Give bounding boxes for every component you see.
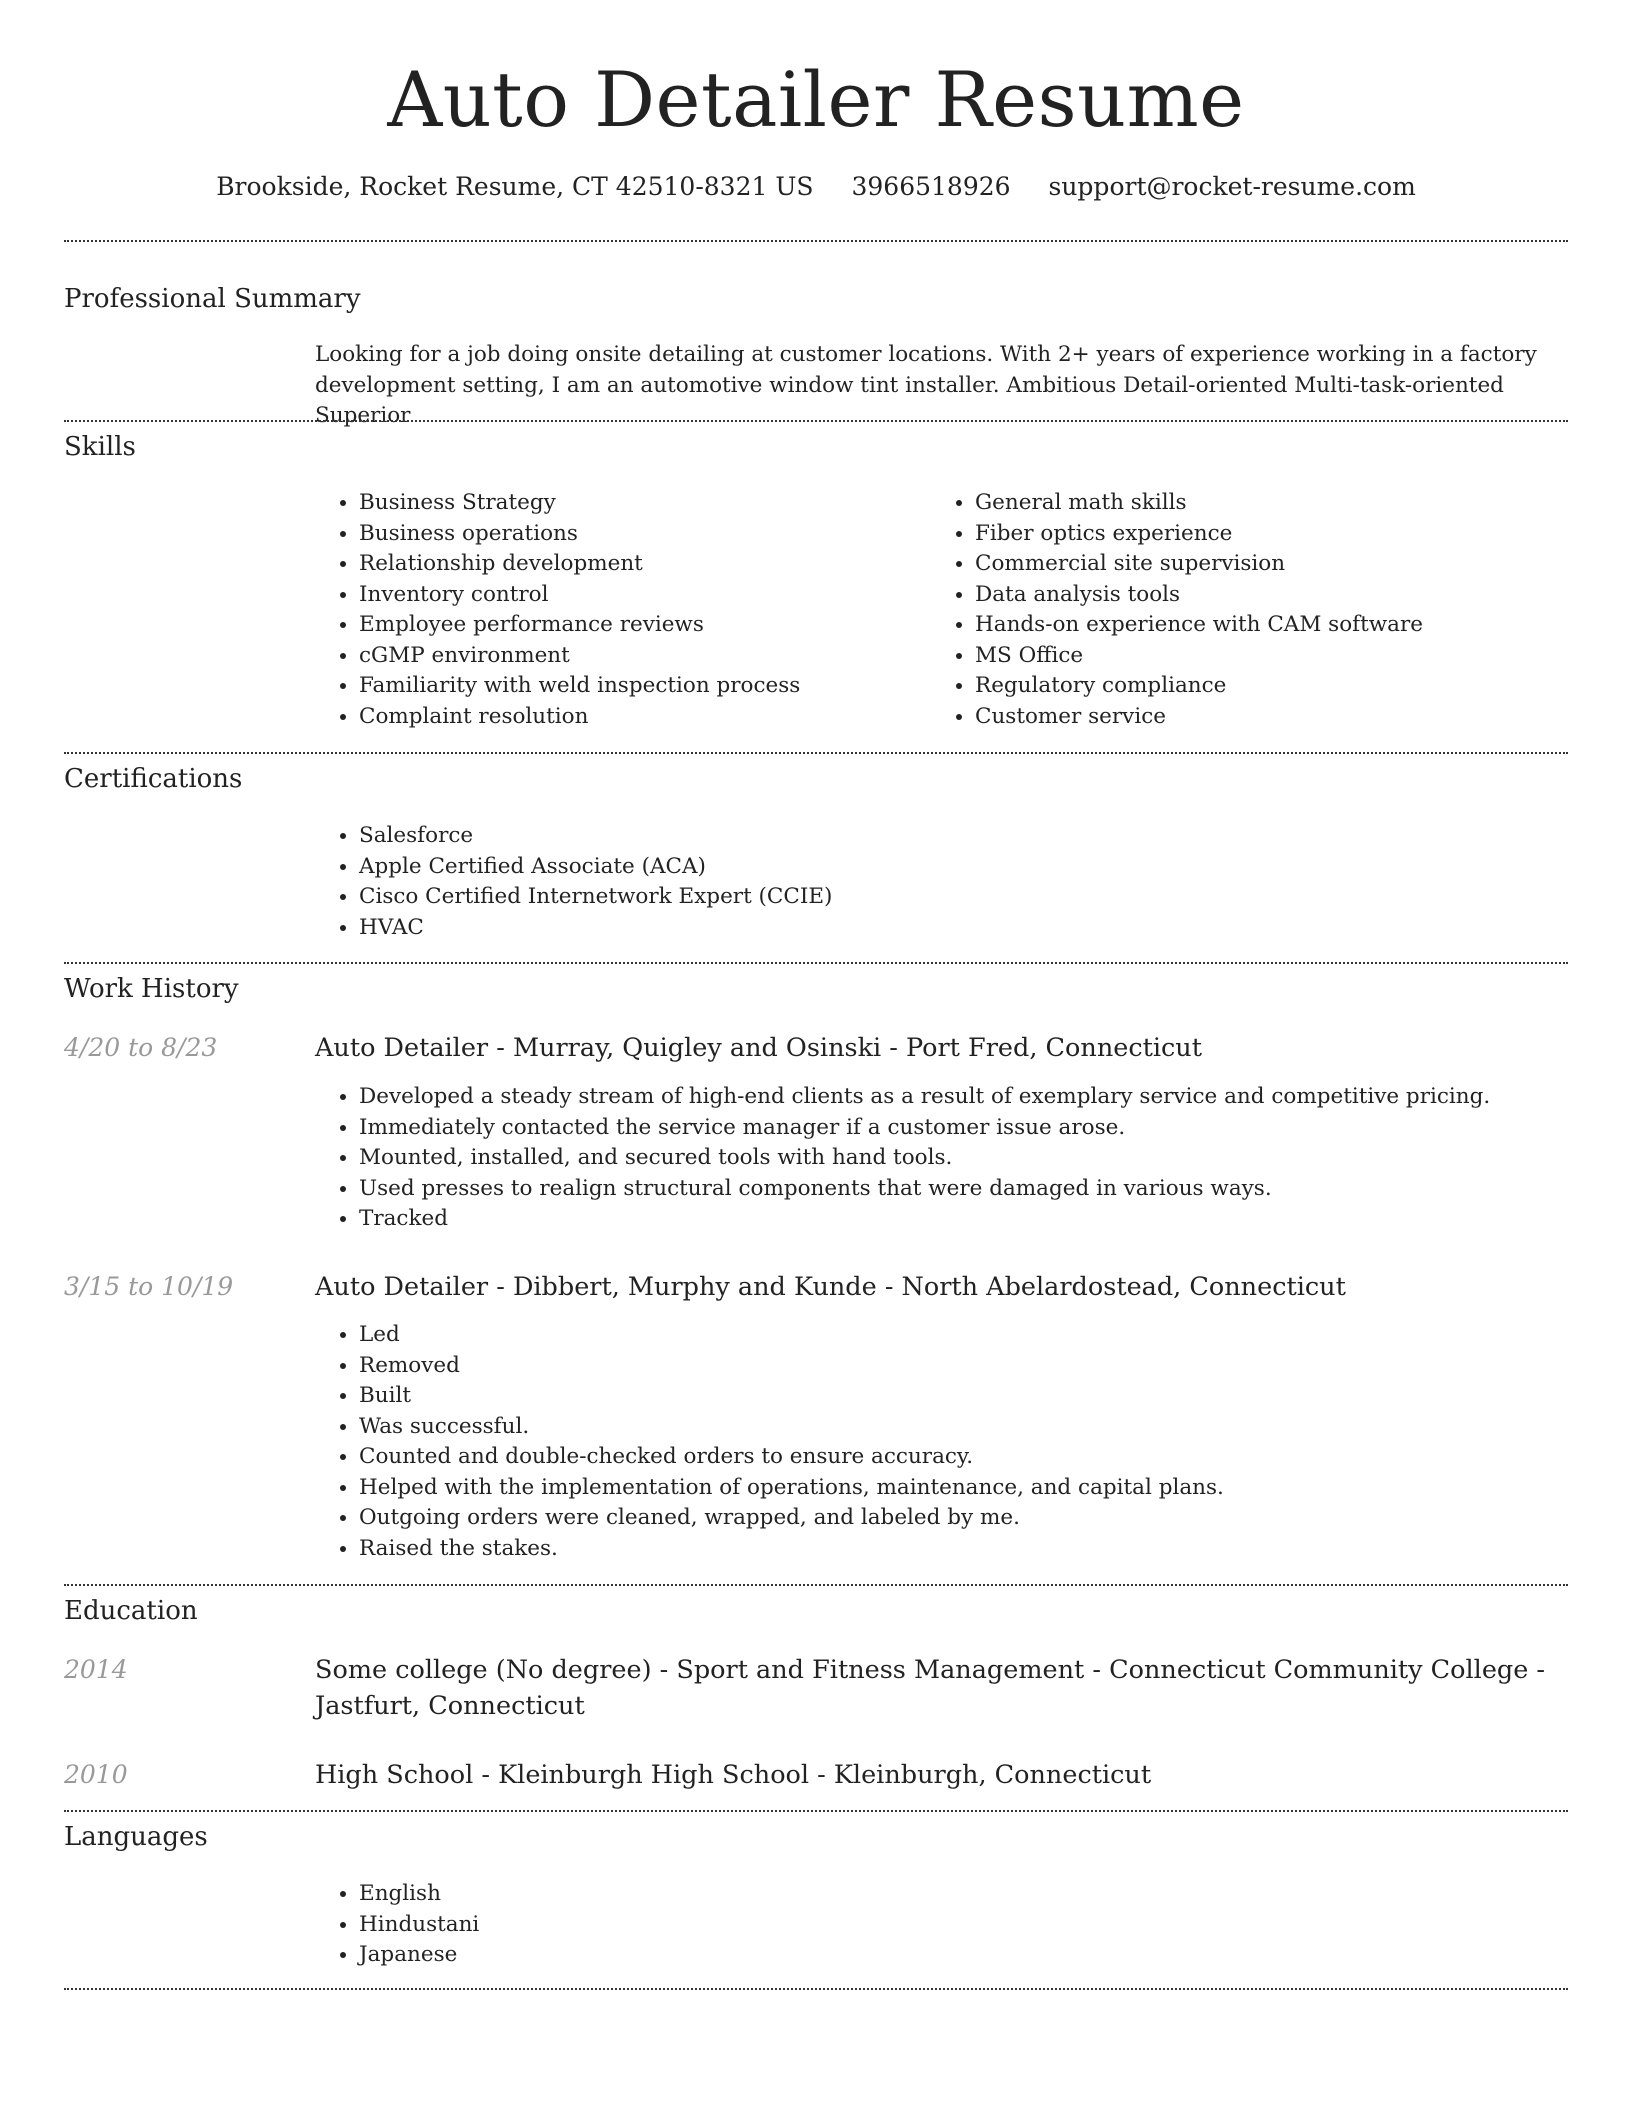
list-item: • Hands-on experience with CAM software xyxy=(975,610,1595,641)
list-item: • General math skills xyxy=(975,488,1595,519)
education-degree: Some college (No degree) - Sport and Fitness Management xyxy=(315,1655,1085,1685)
list-item: • Business operations xyxy=(359,519,919,550)
list-item: • HVAC xyxy=(359,913,1559,944)
list-item: • Salesforce xyxy=(359,821,1559,852)
languages-list xyxy=(315,1879,1159,1971)
list-item: • Led xyxy=(359,1320,1599,1351)
list-item: • cGMP environment xyxy=(359,641,919,672)
list-item: • Data analysis tools xyxy=(975,580,1595,611)
list-item: • Inventory control xyxy=(359,580,919,611)
list-item: • Relationship development xyxy=(359,549,919,580)
divider xyxy=(64,1810,1568,1812)
list-item: • Outgoing orders were cleaned, wrapped, and labeled by me. xyxy=(359,1503,1599,1534)
education-entry xyxy=(315,1652,1568,1724)
education-year: 2010 xyxy=(64,1760,128,1789)
job-dates: 3/15 to 10/19 xyxy=(64,1272,234,1301)
languages-heading: Languages xyxy=(64,1822,208,1852)
list-item: • Tracked xyxy=(359,1204,1599,1235)
list-item: • Fiber optics experience xyxy=(975,519,1595,550)
divider xyxy=(64,1988,1568,1990)
list-item: • Regulatory compliance xyxy=(975,671,1595,702)
summary-heading: Professional Summary xyxy=(64,284,361,314)
list-item: • Business Strategy xyxy=(359,488,919,519)
job-bullets xyxy=(315,1082,1599,1235)
list-item: • Raised the stakes. xyxy=(359,1534,1599,1565)
job-bullets xyxy=(315,1320,1599,1564)
list-item: • Hindustani xyxy=(359,1910,1159,1941)
list-item: • Complaint resolution xyxy=(359,702,919,733)
job-title: Auto Detailer - Dibbert, Murphy and Kunde - North Abelardostead, Connecticut xyxy=(315,1272,1346,1302)
contact-email: support@rocket-resume.com xyxy=(1048,172,1416,201)
contact-phone: 3966518926 xyxy=(851,172,1011,201)
divider xyxy=(64,1584,1568,1586)
contact-address: Brookside, Rocket Resume, CT 42510-8321 US xyxy=(216,172,814,201)
list-item: • Used presses to realign structural components that were damaged in various ways. xyxy=(359,1174,1599,1205)
list-item: • Was successful. xyxy=(359,1412,1599,1443)
skills-heading: Skills xyxy=(64,432,136,462)
job-title: Auto Detailer - Murray, Quigley and Osinski - Port Fred, Connecticut xyxy=(315,1033,1202,1063)
education-year: 2014 xyxy=(64,1655,128,1684)
list-item: • Customer service xyxy=(975,702,1595,733)
resume-title: Auto Detailer Resume xyxy=(387,55,1245,144)
list-item: • Employee performance reviews xyxy=(359,610,919,641)
summary-text: Looking for a job doing onsite detailing at customer locations. With 2+ years of experience working in a factory development setting, I am an automotive window tint installer. Ambitious Detail-oriented Multi-task-oriented Superior xyxy=(315,342,1537,428)
list-item: • Japanese xyxy=(359,1940,1159,1971)
list-item: • Cisco Certified Internetwork Expert (CCIE) xyxy=(359,882,1559,913)
list-item: • Built xyxy=(359,1381,1599,1412)
education-school: - Connecticut Community College - Jastfurt, Connecticut xyxy=(315,1655,1546,1721)
list-item: • Removed xyxy=(359,1351,1599,1382)
skills-list-right xyxy=(931,488,1595,732)
education-entry xyxy=(315,1757,1568,1793)
work-heading: Work History xyxy=(64,974,239,1004)
skills-list-left xyxy=(315,488,919,732)
divider xyxy=(64,420,1568,422)
education-heading: Education xyxy=(64,1596,198,1626)
divider xyxy=(64,240,1568,242)
job-dates: 4/20 to 8/23 xyxy=(64,1033,218,1062)
list-item: • Apple Certified Associate (ACA) xyxy=(359,852,1559,883)
list-item: • Helped with the implementation of operations, maintenance, and capital plans. xyxy=(359,1473,1599,1504)
education-degree: High School xyxy=(315,1760,474,1790)
certifications-list xyxy=(315,821,1559,943)
list-item: • MS Office xyxy=(975,641,1595,672)
list-item: • Familiarity with weld inspection process xyxy=(359,671,919,702)
education-school: - Kleinburgh High School - Kleinburgh, Connecticut xyxy=(473,1760,1152,1790)
list-item: • Commercial site supervision xyxy=(975,549,1595,580)
divider xyxy=(64,962,1568,964)
list-item: • Counted and double-checked orders to ensure accuracy. xyxy=(359,1442,1599,1473)
contact-line xyxy=(0,170,1632,204)
list-item: • English xyxy=(359,1879,1159,1910)
divider xyxy=(64,752,1568,754)
list-item: • Developed a steady stream of high-end clients as a result of exemplary service and competitive pricing. xyxy=(359,1082,1599,1113)
list-item: • Immediately contacted the service manager if a customer issue arose. xyxy=(359,1113,1599,1144)
certifications-heading: Certifications xyxy=(64,764,243,794)
list-item: • Mounted, installed, and secured tools with hand tools. xyxy=(359,1143,1599,1174)
